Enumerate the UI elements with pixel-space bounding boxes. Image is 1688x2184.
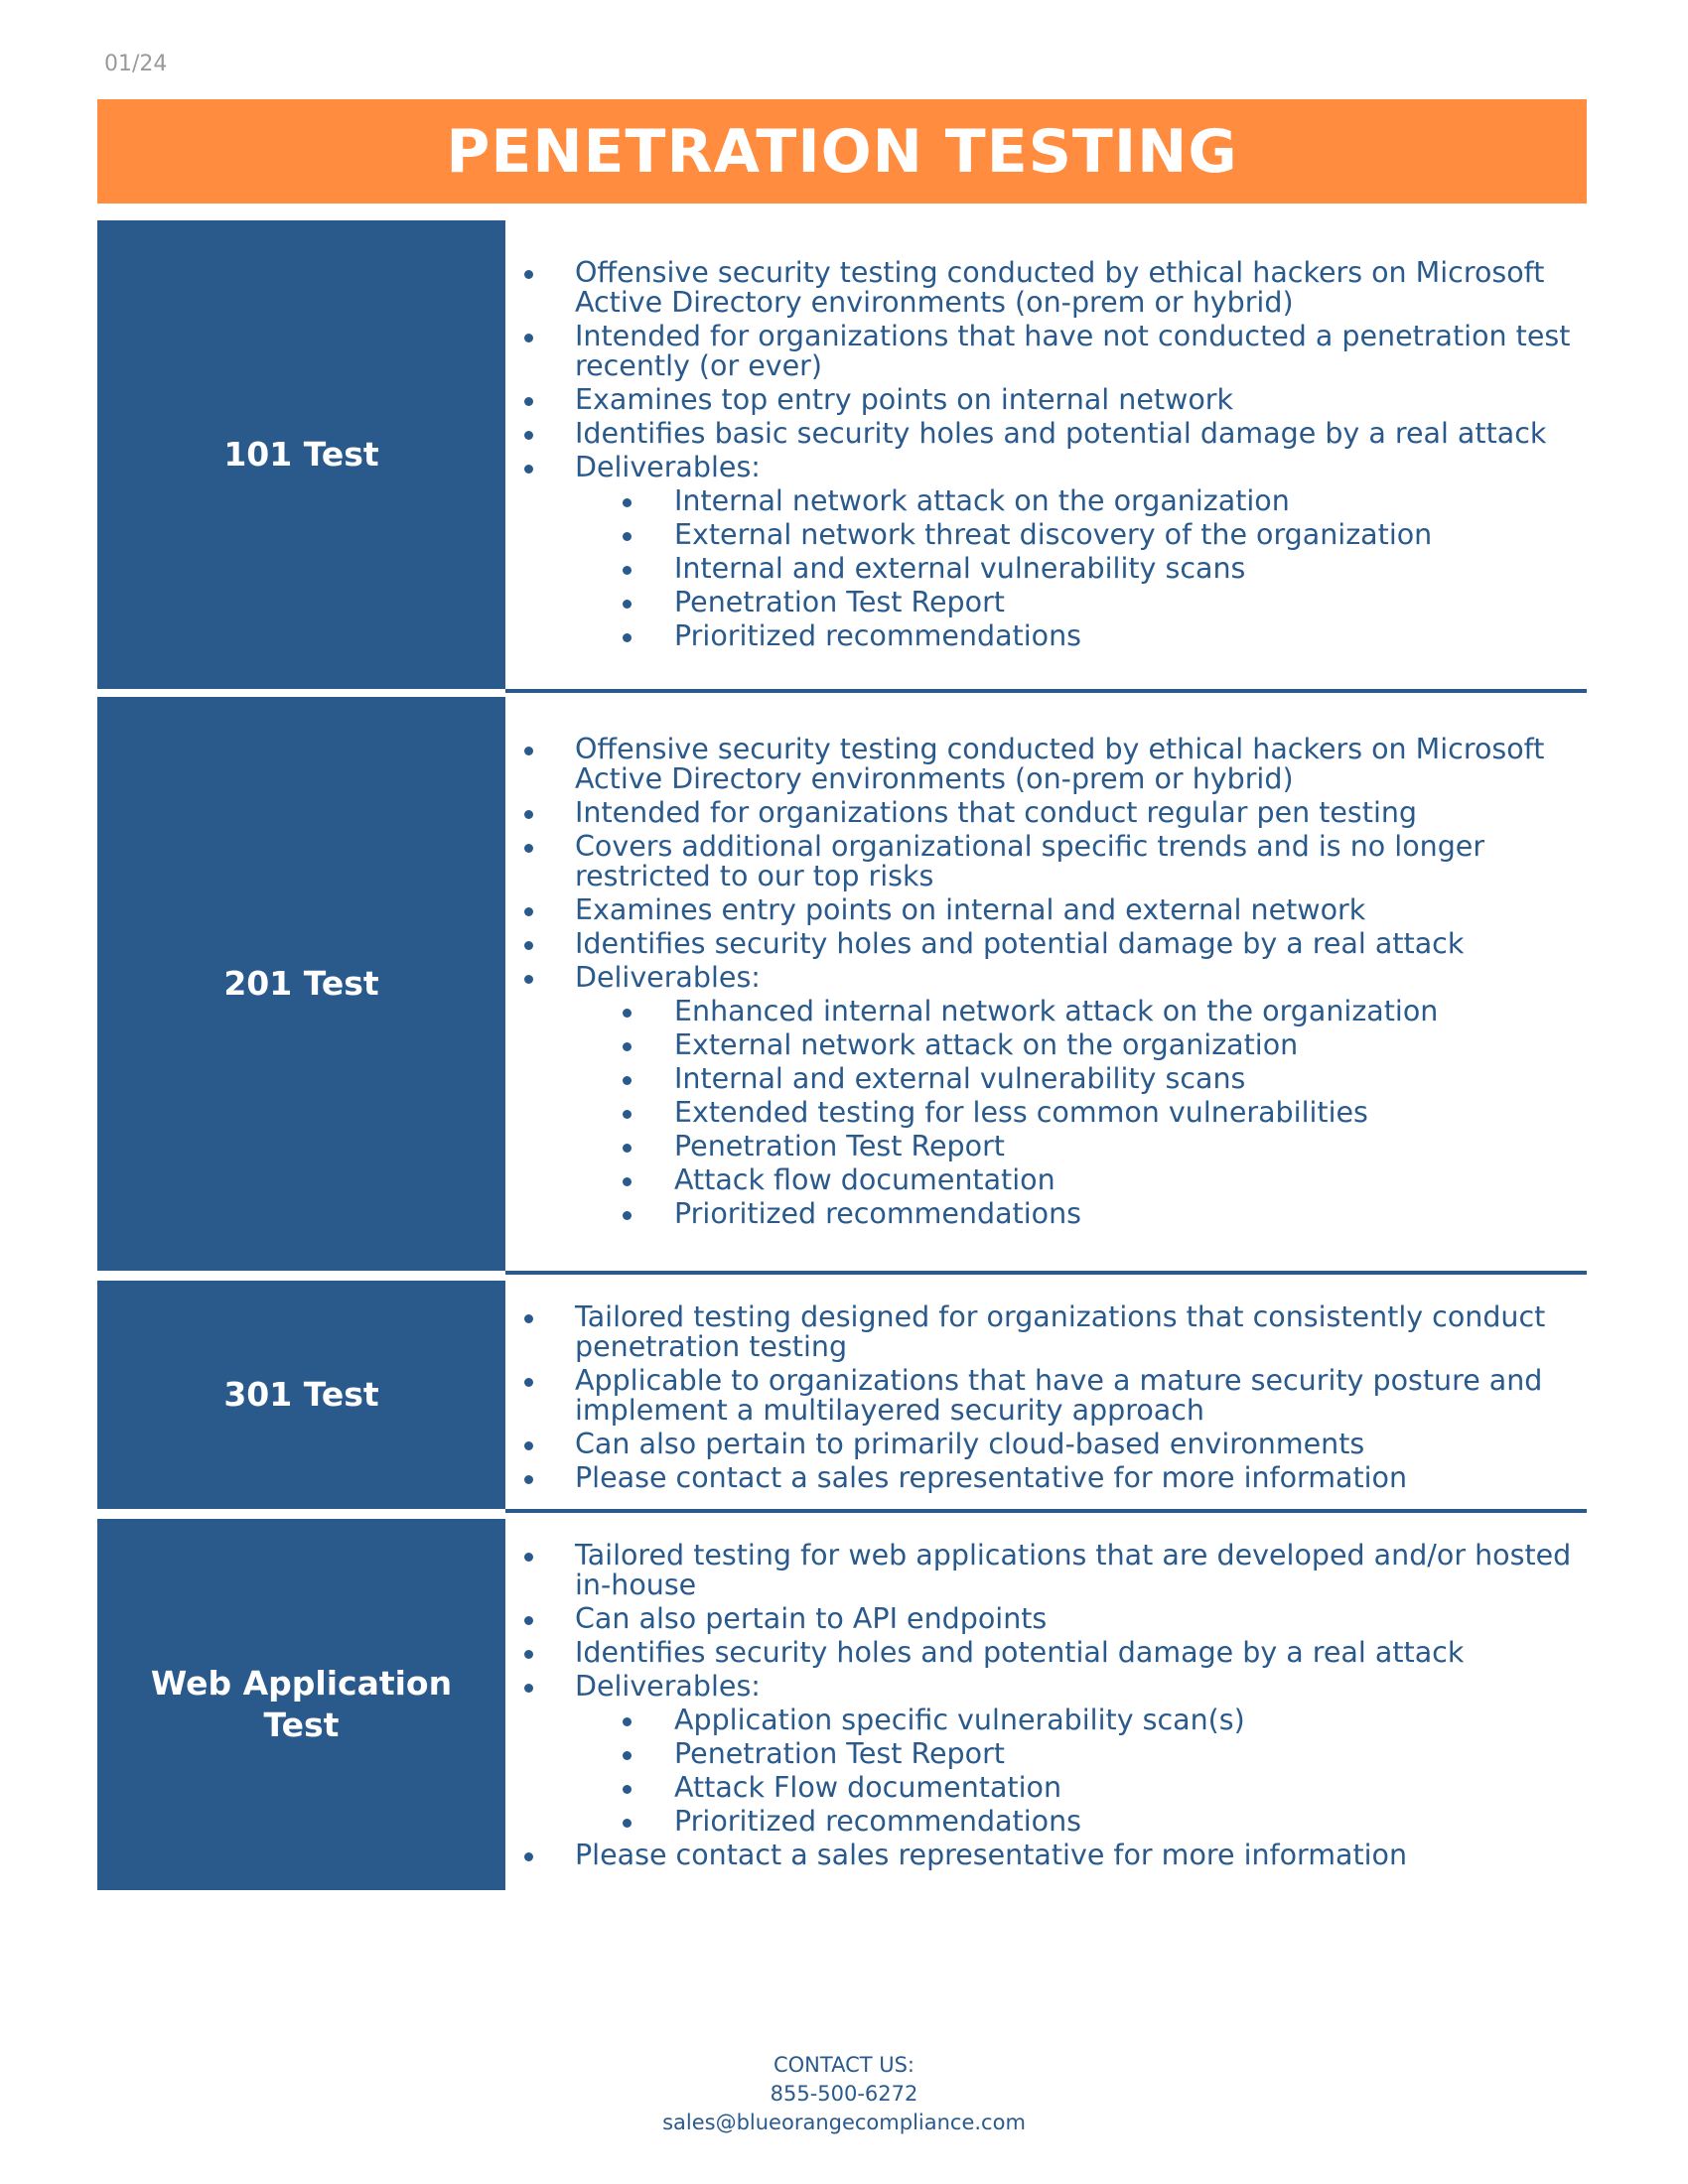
- sub-bullet-item: Extended testing for less common vulnerabilities: [505, 1098, 1587, 1128]
- sub-bullet-item: Prioritized recommendations: [505, 1807, 1587, 1837]
- bullet-item: Deliverables:: [505, 453, 1587, 482]
- section-content: [505, 1281, 1587, 1509]
- sub-bullet-item: External network threat discovery of the organization: [505, 520, 1587, 550]
- sub-bullet-item: Penetration Test Report: [505, 588, 1587, 617]
- section-divider: [505, 1509, 1587, 1513]
- section-web-application-test: [97, 1519, 1587, 1890]
- page-title: PENETRATION TESTING: [446, 116, 1238, 187]
- contact-phone: 855-500-6272: [770, 2082, 918, 2106]
- bullet-item: Can also pertain to API endpoints: [505, 1604, 1587, 1634]
- sub-bullet-item: Enhanced internal network attack on the organization: [505, 997, 1587, 1026]
- section-label: 101 Test: [223, 435, 379, 474]
- section-content: [505, 1519, 1587, 1890]
- sub-bullet-item: Prioritized recommendations: [505, 1199, 1587, 1229]
- sub-bullet-item: External network attack on the organization: [505, 1030, 1587, 1060]
- section-101-test: [97, 220, 1587, 689]
- bullet-item: Examines entry points on internal and external network: [505, 895, 1587, 925]
- section-content: [505, 220, 1587, 689]
- sub-bullet-item: Penetration Test Report: [505, 1132, 1587, 1161]
- page-date: 01/24: [104, 52, 168, 76]
- section-label-box: [97, 220, 505, 689]
- bullet-item: Covers additional organizational specific trends and is no longer restricted to our top risks: [505, 832, 1587, 891]
- section-301-test: [97, 1281, 1587, 1509]
- contact-heading: CONTACT US:: [773, 2053, 915, 2077]
- section-divider: [505, 1271, 1587, 1275]
- bullet-list: [505, 1302, 1587, 1497]
- bullet-item: Offensive security testing conducted by ethical hackers on Microsoft Active Directory environments (on-prem or hybrid): [505, 735, 1587, 794]
- bullet-list: [505, 258, 1587, 655]
- bullet-list: [505, 735, 1587, 1233]
- bullet-item: Please contact a sales representative for more information: [505, 1841, 1587, 1870]
- section-label-box: [97, 1281, 505, 1509]
- bullet-item: Applicable to organizations that have a mature security posture and implement a multilayered security approach: [505, 1366, 1587, 1426]
- section-content: [505, 697, 1587, 1271]
- sub-bullet-item: Attack Flow documentation: [505, 1773, 1587, 1803]
- bullet-item: Offensive security testing conducted by ethical hackers on Microsoft Active Directory environments (on-prem or hybrid): [505, 258, 1587, 318]
- bullet-item: Tailored testing for web applications that are developed and/or hosted in-house: [505, 1541, 1587, 1600]
- section-label-box: [97, 1519, 505, 1890]
- bullet-item: Intended for organizations that have not conducted a penetration test recently (or ever): [505, 322, 1587, 381]
- bullet-item: Can also pertain to primarily cloud-based environments: [505, 1430, 1587, 1459]
- bullet-item: Identifies security holes and potential damage by a real attack: [505, 929, 1587, 959]
- bullet-item: Identifies basic security holes and potential damage by a real attack: [505, 419, 1587, 449]
- section-label: 301 Test: [223, 1375, 379, 1414]
- sub-bullet-item: Prioritized recommendations: [505, 621, 1587, 651]
- title-banner: [97, 99, 1587, 204]
- section-label: 201 Test: [223, 964, 379, 1003]
- bullet-list: [505, 1541, 1587, 1874]
- bullet-item: Please contact a sales representative for more information: [505, 1463, 1587, 1493]
- section-label-box: [97, 697, 505, 1271]
- bullet-item: Intended for organizations that conduct regular pen testing: [505, 798, 1587, 828]
- contact-block: [0, 2051, 1688, 2137]
- bullet-item: Deliverables:: [505, 963, 1587, 993]
- section-201-test: [97, 697, 1587, 1271]
- contact-email[interactable]: sales@blueorangecompliance.com: [662, 2111, 1026, 2134]
- sub-bullet-item: Internal and external vulnerability scans: [505, 554, 1587, 584]
- bullet-item: Examines top entry points on internal network: [505, 385, 1587, 415]
- sub-bullet-item: Application specific vulnerability scan(s): [505, 1706, 1587, 1735]
- bullet-item: Deliverables:: [505, 1672, 1587, 1702]
- sub-bullet-item: Internal network attack on the organization: [505, 486, 1587, 516]
- section-divider: [505, 689, 1587, 693]
- sub-bullet-item: Attack flow documentation: [505, 1165, 1587, 1195]
- bullet-item: Tailored testing designed for organizations that consistently conduct penetration testing: [505, 1302, 1587, 1362]
- sub-bullet-item: Internal and external vulnerability scans: [505, 1064, 1587, 1094]
- bullet-item: Identifies security holes and potential damage by a real attack: [505, 1638, 1587, 1668]
- section-label: Web Application Test: [150, 1664, 453, 1744]
- sub-bullet-item: Penetration Test Report: [505, 1739, 1587, 1769]
